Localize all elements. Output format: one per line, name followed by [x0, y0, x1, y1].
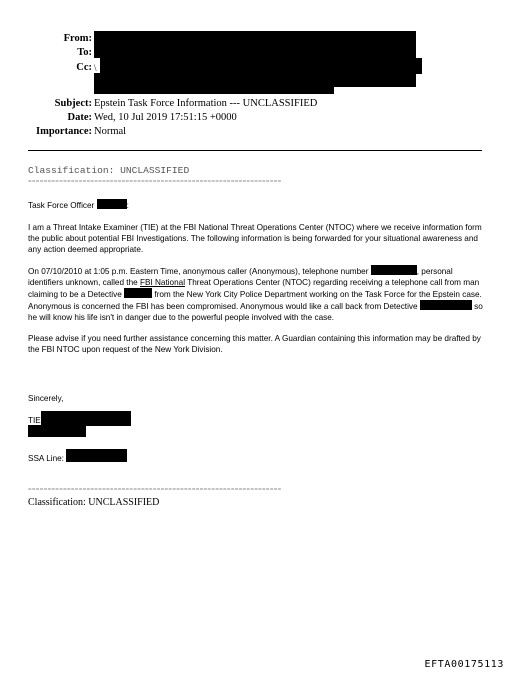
redacted-officer-name — [97, 199, 127, 209]
classification-bottom: Classification: UNCLASSIFIED — [28, 497, 160, 508]
call-text-a: On 07/10/2010 at 1:05 p.m. Eastern Time, anonymous caller (Anonymous), telephone number — [28, 267, 369, 276]
subject-label: Subject: — [54, 98, 92, 109]
salutation-line — [28, 199, 484, 211]
redacted-detective-name-2 — [420, 300, 472, 310]
cc-label: Cc: — [76, 62, 92, 73]
call-text-b: , personal identifiers unknown, called the — [28, 267, 453, 287]
redacted-phone-number — [371, 265, 417, 275]
redacted-tie-name — [41, 411, 131, 426]
paragraph-advise — [28, 333, 484, 355]
date-value: Wed, 10 Jul 2019 17:51:15 +0000 — [94, 112, 237, 123]
call-text-e: so he will know his life isn't in danger due to the powerful people involved with the case. — [28, 302, 483, 322]
importance-value: Normal — [94, 126, 127, 137]
closing: Sincerely, — [28, 394, 64, 403]
call-text-c: Threat Operations Center (NTOC) regarding receiving a telephone call from man claiming to be a Detective — [28, 278, 480, 299]
call-text-d: from the New York City Police Department working on the Task Force for the Epstein case. Anonymous is concerned the FBI has been compromised. Anonymous would like a call back from Detective — [28, 290, 482, 311]
redacted-ssa-line — [66, 449, 127, 462]
redacted-cc-2 — [94, 73, 416, 87]
header-divider — [28, 150, 482, 151]
redacted-tie-name-2 — [28, 425, 86, 437]
ntoc-link-text: FBI National — [139, 278, 186, 287]
salutation-colon: : — [126, 201, 129, 210]
cc-fragment: \ — [94, 63, 97, 73]
tie-label: TIE — [28, 416, 41, 425]
subject-value: Epstein Task Force Information --- UNCLASSIFIED — [94, 98, 318, 109]
bottom-separator: ================================================================= — [28, 486, 282, 493]
redacted-from — [94, 31, 416, 45]
salutation-text: Task Force Officer — [28, 201, 95, 210]
redacted-cc-3 — [94, 86, 334, 94]
to-label: To: — [77, 47, 92, 58]
classification-top: Classification: UNCLASSIFIED — [28, 165, 190, 176]
paragraph-advise-text: Please advise if you need further assistance concerning this matter. A Guardian containing this information may be drafted by the FBI NTOC upon request of the New York Division. — [28, 334, 481, 354]
redacted-detective-name-1 — [124, 288, 152, 298]
paragraph-intro — [28, 222, 484, 255]
ssa-label: SSA Line: — [28, 454, 64, 463]
redacted-cc-1 — [100, 58, 422, 74]
paragraph-call-details — [28, 265, 484, 323]
importance-label: Importance: — [36, 126, 92, 137]
top-separator: ================================================================= — [28, 178, 282, 185]
from-label: From: — [63, 33, 92, 44]
paragraph-intro-text: I am a Threat Intake Examiner (TIE) at the FBI National Threat Operations Center (NTOC) where we receive information form the public about potential FBI Investigations. The following information is being forwarded for your situational awareness and any action deemed appropriate. — [28, 223, 482, 254]
redacted-to — [94, 44, 416, 58]
document-id: EFTA00175113 — [424, 659, 504, 670]
date-label: Date: — [67, 112, 92, 123]
